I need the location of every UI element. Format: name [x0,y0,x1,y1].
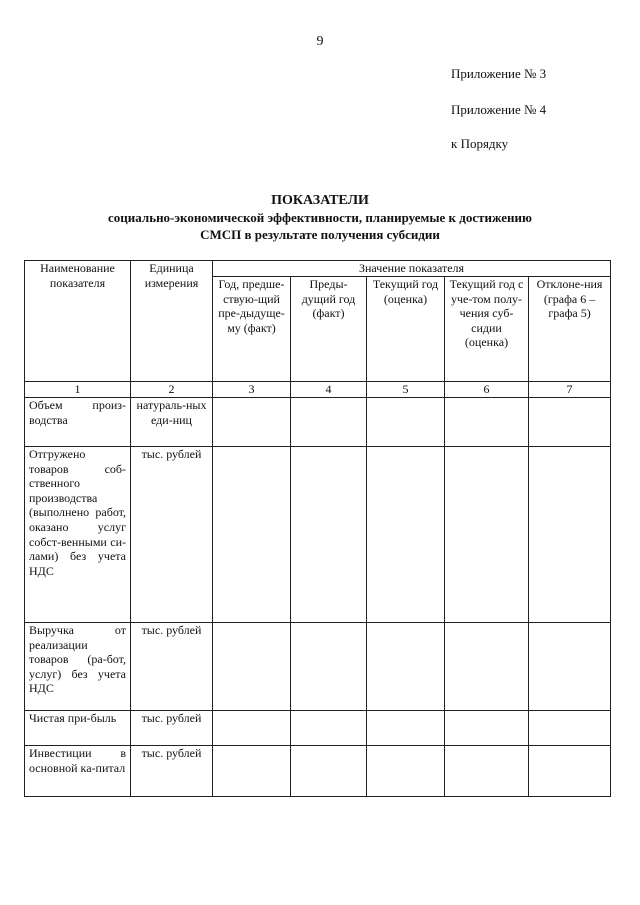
table-row [25,398,611,447]
column-number: 2 [131,382,213,398]
page-number: 9 [316,34,324,49]
row-unit: натураль-ных еди-ниц [131,398,213,447]
table-row [25,711,611,746]
value-cell [529,398,611,447]
row-unit: тыс. рублей [131,711,213,746]
table-header-row [25,261,611,277]
column-number: 5 [367,382,445,398]
value-cell [445,711,529,746]
column-number: 3 [213,382,291,398]
column-header-current-year: Текущий год (оценка) [367,277,445,382]
value-cell [291,398,367,447]
column-number: 1 [25,382,131,398]
column-header-previous-year: Преды-дущий год (факт) [291,277,367,382]
column-header-name: Наименование показателя [25,261,131,382]
value-cell [529,746,611,797]
row-unit: тыс. рублей [131,447,213,623]
value-cell [367,623,445,711]
row-name: Выручка от реализации товаров (ра-бот, услуг) без учета НДС [25,623,131,711]
appendix-label-3: Приложение № 3 [451,66,547,81]
column-header-unit: Единица измерения [131,261,213,382]
column-header-deviation: Отклоне-ния (графа 6 – графа 5) [529,277,611,382]
appendix-label-4: Приложение № 4 [451,102,547,117]
value-cell [213,746,291,797]
value-cell [529,447,611,623]
table-row [25,447,611,623]
value-cell [367,447,445,623]
column-number-row [25,382,611,398]
row-name: Объем произ-водства [25,398,131,447]
document-title: ПОКАЗАТЕЛИ [271,193,369,208]
value-cell [213,623,291,711]
value-cell [445,398,529,447]
indicators-table [24,260,611,797]
column-number: 6 [445,382,529,398]
row-unit: тыс. рублей [131,746,213,797]
value-cell [291,711,367,746]
value-cell [445,447,529,623]
appendix-order-ref: к Порядку [451,136,509,151]
row-name: Отгружено товаров соб-ственного производства (выполнено работ, оказано услуг собст-венными си-лами) без учета НДС [25,447,131,623]
value-cell [367,746,445,797]
column-number: 4 [291,382,367,398]
value-cell [291,447,367,623]
value-cell [529,711,611,746]
column-header-current-year-with-subsidy: Текущий год с уче-том полу-чения суб-сидии (оценка) [445,277,529,382]
row-name: Чистая при-быль [25,711,131,746]
row-unit: тыс. рублей [131,623,213,711]
document-subtitle-line2: СМСП в результате получения субсидии [200,227,440,242]
value-cell [291,623,367,711]
value-cell [445,746,529,797]
value-cell [445,623,529,711]
table-row [25,623,611,711]
value-cell [213,398,291,447]
value-cell [367,398,445,447]
value-cell [367,711,445,746]
value-cell [213,711,291,746]
document-subtitle-line1: социально-экономической эффективности, планируемые к достижению [108,210,532,225]
value-cell [529,623,611,711]
row-name: Инвестиции в основной ка-питал [25,746,131,797]
column-number: 7 [529,382,611,398]
column-header-year-before-previous: Год, предше-ствую-щий пре-дыдуще-му (факт) [213,277,291,382]
table-row [25,746,611,797]
value-cell [291,746,367,797]
value-cell [213,447,291,623]
column-header-group: Значение показателя [213,261,611,277]
